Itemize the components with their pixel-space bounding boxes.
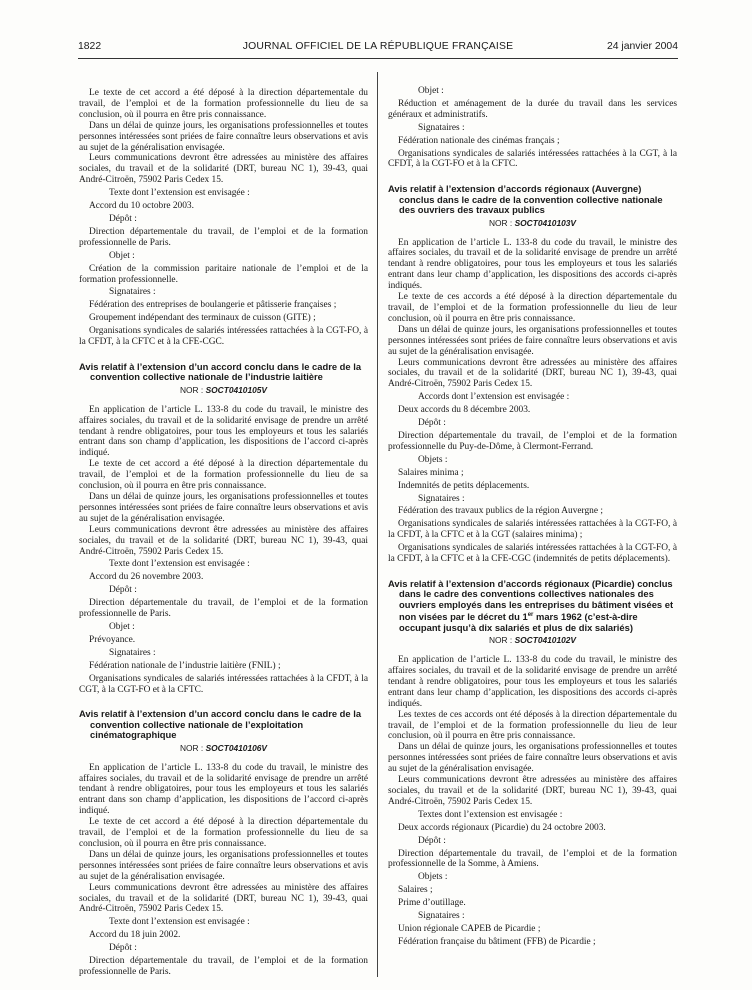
field-label: Dépôt : <box>109 585 137 596</box>
column-divider <box>377 72 378 977</box>
left-column <box>79 88 368 980</box>
field-label: Objet : <box>109 621 135 632</box>
nor-reference: NOR : SOCT0410106V <box>179 742 268 753</box>
notice-title: Avis relatif à l’extension d’un accord conclu dans le cadre de la convention collective nationale de l’exploitation cinématographique <box>79 708 362 741</box>
paragraph: Leurs communications devront être adressées au ministère des affaires sociales, du travail et de la solidarité (DRT, bureau NC 1), 39-43, quai André-Citroën, 75902 Paris Cedex 15. <box>79 882 368 915</box>
field-value: Fédération nationale des cinémas français ; <box>398 135 560 146</box>
field-label: Dépôt : <box>109 213 137 224</box>
paragraph: Dans un délai de quinze jours, les organisations professionnelles et toutes personnes intéressées sont priées de faire connaître leurs observations et avis au sujet de la généralisation envisagée. <box>79 120 368 153</box>
paragraph: Dans un délai de quinze jours, les organisations professionnelles et toutes personnes intéressées sont priées de faire connaître leurs observations et avis au sujet de la généralisation envisagée. <box>79 849 368 882</box>
field-value: Organisations syndicales de salariés intéressées rattachées à la CGT, à la CFDT, à la CGT-FO et à la CFTC. <box>388 148 677 170</box>
continued-notice <box>79 88 368 348</box>
field-label: Signataires : <box>418 493 465 504</box>
field-value: Indemnités de petits déplacements. <box>398 480 530 491</box>
issue-date: 24 janvier 2004 <box>606 41 678 52</box>
field-label: Texte dont l’extension est envisagée : <box>109 917 250 928</box>
field-value: Accord du 26 novembre 2003. <box>89 572 204 583</box>
field-value: Fédération des travaux publics de la région Auvergne ; <box>398 506 603 517</box>
field-value: Direction départementale du travail, de l’emploi et de la formation professionnelle de Paris. <box>79 226 368 248</box>
field-label: Objets : <box>418 872 448 883</box>
field-value: Salaires ; <box>398 885 433 896</box>
field-value: Groupement indépendant des terminaux de cuisson (GITE) ; <box>89 313 316 324</box>
notice-fields <box>79 188 368 348</box>
field-label: Signataires : <box>418 911 465 922</box>
field-label: Dépôt : <box>418 835 446 846</box>
field-label: Textes dont l’extension est envisagée : <box>418 809 563 820</box>
field-value: Réduction et aménagement de la durée du travail dans les services généraux et administratifs. <box>388 98 677 120</box>
field-value: Prime d’outillage. <box>398 898 466 909</box>
notice-fields <box>388 810 677 948</box>
field-value: Organisations syndicales de salariés intéressées rattachées à la CGT-FO, à la CFDT, à la CFTC et à la CFE-CGC (indemnités de petits déplacements). <box>388 543 677 565</box>
paragraph: Les textes de ces accords ont été déposés à la direction départementale du travail, de l’emploi et de la formation professionnelle du lieu de leur conclusion, où il pourra en être pris connaissance. <box>388 709 677 742</box>
notice-industrie-laitiere <box>79 362 368 695</box>
field-value: Salaires minima ; <box>398 467 464 478</box>
field-label: Signataires : <box>109 647 156 658</box>
field-label: Signataires : <box>109 287 156 298</box>
paragraph: Dans un délai de quinze jours, les organisations professionnelles et toutes personnes intéressées sont priées de faire connaître leurs observations et avis au sujet de la généralisation envisagée. <box>388 742 677 775</box>
paragraph: Leurs communications devront être adressées au ministère des affaires sociales, du travail et de la solidarité (DRT, bureau NC 1), 39-43, quai André-Citroën, 75902 Paris Cedex 15. <box>79 524 368 557</box>
paragraph: Le texte de cet accord a été déposé à la direction départementale du travail, de l’emploi et de la formation professionnelle du lieu de sa conclusion, où il pourra en être pris connaissance. <box>79 459 368 492</box>
field-value: Organisations syndicales de salariés intéressées rattachées à la CGT-FO, à la CFDT, à la CFTC et à la CGT (salaires minima) ; <box>388 519 677 541</box>
paragraph: Leurs communications devront être adressées au ministère des affaires sociales, du travail et de la solidarité (DRT, bureau NC 1), 39-43, quai André-Citroën, 75902 Paris Cedex 15. <box>79 153 368 186</box>
nor-reference: NOR : SOCT0410102V <box>488 635 577 646</box>
field-label: Objet : <box>418 86 444 96</box>
notice-fields <box>79 559 368 695</box>
paragraph: En application de l’article L. 133-8 du code du travail, le ministre des affaires sociales, du travail et de la solidarité envisage de prendre un arrêté tendant à rendre obligatoires, pour tous les employeurs et tous les salariés entrant dans leur champ d’application, les dispositions des accords ci-après indiqués. <box>388 237 677 292</box>
field-value: Direction départementale du travail, de l’emploi et de la formation professionnelle de la Somme, à Amiens. <box>388 848 677 870</box>
field-value: Accord du 10 octobre 2003. <box>89 201 194 212</box>
paragraph: Dans un délai de quinze jours, les organisations professionnelles et toutes personnes intéressées sont priées de faire connaître leurs observations et avis au sujet de la généralisation envisagée. <box>79 492 368 524</box>
paragraph: Dans un délai de quinze jours, les organisations professionnelles et toutes personnes intéressées sont priées de faire connaître leurs observations et avis au sujet de la généralisation envisagée. <box>388 324 677 357</box>
notice-title: Avis relatif à l’extension d’un accord conclu dans le cadre de la convention collective nationale de l’industrie laitière <box>79 360 362 383</box>
paragraph: Leurs communications devront être adressées au ministère des affaires sociales, du travail et de la solidarité (DRT, bureau NC 1), 39-43, quai André-Citroën, 75902 Paris Cedex 15. <box>388 775 677 807</box>
field-value: Deux accords du 8 décembre 2003. <box>398 405 531 416</box>
notice-travaux-publics-auvergne <box>388 184 677 565</box>
field-value: Prévoyance. <box>89 634 136 645</box>
field-value: Fédération nationale de l’industrie laitière (FNIL) ; <box>89 660 281 671</box>
field-value: Accord du 18 juin 2002. <box>89 930 181 941</box>
nor-reference: NOR : SOCT0410103V <box>488 217 577 228</box>
field-value: Direction départementale du travail, de l’emploi et de la formation professionnelle du Puy-de-Dôme, à Clermont-Ferrand. <box>388 430 677 452</box>
page-number: 1822 <box>78 41 102 52</box>
header-rule <box>78 58 678 59</box>
paragraph: Le texte de cet accord a été déposé à la direction départementale du travail, de l’emploi et de la formation professionnelle du lieu de sa conclusion, où il pourra en être pris connaissance. <box>79 817 368 849</box>
journal-title: JOURNAL OFFICIEL DE LA RÉPUBLIQUE FRANÇAISE <box>242 41 514 52</box>
notice-fields <box>79 917 368 978</box>
field-value: Deux accords régionaux (Picardie) du 24 octobre 2003. <box>398 822 606 833</box>
field-value: Direction départementale du travail, de l’emploi et de la formation professionnelle de Paris. <box>79 598 368 620</box>
paragraph: En application de l’article L. 133-8 du code du travail, le ministre des affaires sociales, du travail et de la solidarité envisage de prendre un arrêté tendant à rendre obligatoires, pour tous les employeurs et tous les salariés entrant dans son champ d’application, les dispositions de l’accord ci-après indiqué. <box>79 404 368 459</box>
paragraph: Leurs communications devront être adressées au ministère des affaires sociales, du travail et de la solidarité (DRT, bureau NC 1), 39-43, quai André-Citroën, 75902 Paris Cedex 15. <box>388 357 677 390</box>
nor-reference: NOR : SOCT0410105V <box>179 384 268 395</box>
field-label: Texte dont l’extension est envisagée : <box>109 188 250 199</box>
field-label: Dépôt : <box>109 943 137 954</box>
field-value: Création de la commission paritaire nationale de l’emploi et de la formation professionnelle. <box>79 263 368 285</box>
field-label: Accords dont l’extension est envisagée : <box>418 392 570 403</box>
notice-fields <box>388 392 677 565</box>
right-column <box>388 84 677 950</box>
field-value: Fédération des entreprises de boulangerie et pâtisserie françaises ; <box>89 300 337 311</box>
paragraph: En application de l’article L. 133-8 du code du travail, le ministre des affaires sociales, du travail et de la solidarité envisage de prendre un arrêté tendant à rendre obligatoires, pour tous les employeurs et tous les salariés entrant dans leur champ d’application, les dispositions des accords ci-après indiqués. <box>388 655 677 709</box>
paragraph: Le texte de cet accord a été déposé à la direction départementale du travail, de l’emploi et de la formation professionnelle du lieu de sa conclusion, où il pourra en être pris connaissance. <box>79 88 368 120</box>
notice-title: Avis relatif à l’extension d’accords régionaux (Auvergne) conclus dans le cadre de la convention collective nationale des ouvriers des travaux publics <box>388 183 663 216</box>
field-label: Dépôt : <box>418 418 446 429</box>
paragraph: Le texte de ces accords a été déposé à la direction départementale du travail, de l’emploi et de la formation professionnelle du lieu de leur conclusion, où il pourra en être pris connaissance. <box>388 292 677 324</box>
notice-exploitation-cinematographique <box>79 709 368 977</box>
field-label: Objets : <box>418 454 448 465</box>
field-label: Signataires : <box>418 122 465 133</box>
notice-fields <box>388 86 677 170</box>
page-header <box>78 41 678 55</box>
field-value: Direction départementale du travail, de l’emploi et de la formation professionnelle de Paris. <box>79 956 368 977</box>
field-label: Texte dont l’extension est envisagée : <box>109 559 250 570</box>
field-value: Union régionale CAPEB de Picardie ; <box>398 923 541 934</box>
paragraph: En application de l’article L. 133-8 du code du travail, le ministre des affaires sociales, du travail et de la solidarité envisage de prendre un arrêté tendant à rendre obligatoires, pour tous les employeurs et tous les salariés entrant dans son champ d’application, les dispositions de l’accord ci-après indiqué. <box>79 762 368 817</box>
field-label: Objet : <box>109 250 135 261</box>
notice-title: Avis relatif à l’extension d’accords régionaux (Picardie) conclus dans le cadre des conventions collectives nationales des ouvriers employés dans les entreprises du bâtiment visées et non visées par le décret du 1er mars 1962 (c’est-à-dire occupant jusqu’à dix salariés et plus de dix salariés) <box>388 577 674 633</box>
field-value: Fédération française du bâtiment (FFB) de Picardie ; <box>398 936 596 947</box>
notice-batiment-picardie <box>388 579 677 948</box>
field-value: Organisations syndicales de salariés intéressées rattachées à la CFDT, à la CGT, à la CGT-FO et à la CFTC. <box>79 673 368 695</box>
field-value: Organisations syndicales de salariés intéressées rattachées à la CGT-FO, à la CFDT, à la CFTC et à la CFE-CGC. <box>79 326 368 348</box>
continued-notice <box>388 86 677 170</box>
